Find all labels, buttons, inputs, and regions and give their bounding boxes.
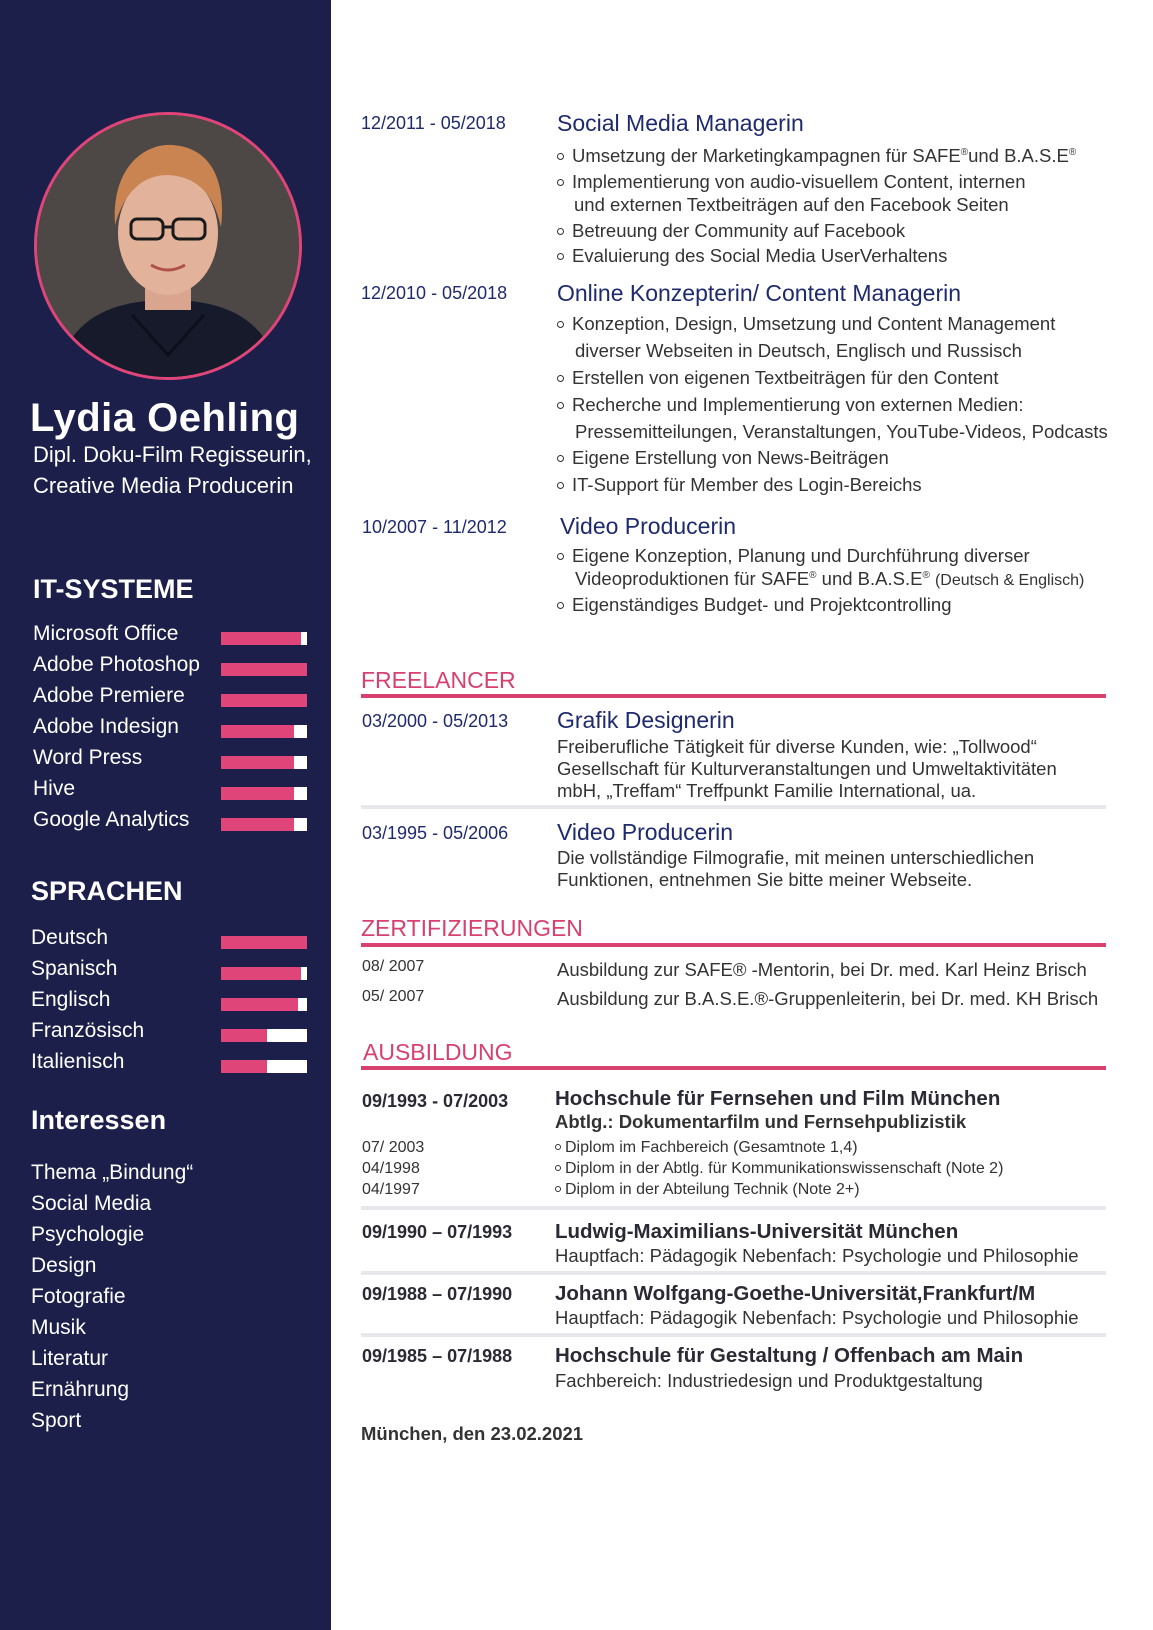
- education-subtitle: Hauptfach: Pädagogik Nebenfach: Psychologie und Philosophie: [555, 1307, 1079, 1328]
- skill-level-bar: [221, 818, 307, 831]
- freelancer-title: Video Producerin: [557, 819, 734, 845]
- list-item: Recherche und Implementierung von externen Medien:: [557, 394, 1023, 416]
- skill-row: [31, 1019, 331, 1050]
- bullet-icon: [557, 602, 564, 609]
- education-date: 09/1993 - 07/2003: [362, 1091, 509, 1111]
- education-title: Hochschule für Fernsehen und Film München: [555, 1087, 1001, 1110]
- skill-row: [31, 957, 331, 988]
- it-systems-heading: IT-SYSTEME: [33, 574, 194, 604]
- certifications-heading: ZERTIFIZIERUNGEN: [361, 915, 583, 941]
- skill-label: Deutsch: [31, 926, 109, 949]
- education-title: Ludwig-Maximilians-Universität München: [555, 1220, 959, 1243]
- interest-item: Fotografie: [31, 1285, 126, 1308]
- skill-label: Französisch: [31, 1019, 145, 1042]
- diploma-item: Diplom im Fachbereich (Gesamtnote 1,4): [555, 1139, 858, 1157]
- interest-item: Psychologie: [31, 1223, 145, 1246]
- list-item: Betreuung der Community auf Facebook: [557, 220, 905, 242]
- bullet-icon: [557, 253, 564, 260]
- skill-label: Adobe Indesign: [33, 715, 179, 738]
- entry-separator: [361, 805, 1106, 809]
- list-item-continuation: Videoproduktionen für SAFE® und B.A.S.E® (Deutsch & Englisch): [575, 568, 1085, 589]
- education-subtitle: Fachbereich: Industriedesign und Produktgestaltung: [555, 1370, 983, 1391]
- skill-row: [33, 653, 333, 684]
- skill-level-bar: [221, 756, 307, 769]
- skill-level-bar: [221, 936, 307, 949]
- skill-row: [33, 715, 333, 746]
- education-subtitle: Hauptfach: Pädagogik Nebenfach: Psychologie und Philosophie: [555, 1245, 1079, 1266]
- skill-label: Englisch: [31, 988, 111, 1011]
- freelancer-date: 03/1995 - 05/2006: [362, 823, 509, 843]
- skill-level-fill: [221, 967, 301, 980]
- freelancer-text: Freiberufliche Tätigkeit für diverse Kunden, wie: „Tollwood“ Gesellschaft für Kulturveranstaltungen und Umweltaktivitäten mbH, „Treffam“ Treffpunkt Familie International, ua.: [557, 736, 1057, 801]
- portrait-image: [37, 115, 299, 377]
- list-item-continuation: Pressemitteilungen, Veranstaltungen, YouTube-Videos, Podcasts: [575, 421, 1108, 442]
- bullet-icon: [555, 1186, 561, 1192]
- bullet-icon: [557, 375, 564, 382]
- certification-text: Ausbildung zur SAFE® -Mentorin, bei Dr. med. Karl Heinz Brisch: [557, 959, 1087, 980]
- education-title: Johann Wolfgang-Goethe-Universität,Frankfurt/M: [555, 1282, 1036, 1305]
- section-divider: [361, 943, 1106, 947]
- skill-label: Spanisch: [31, 957, 118, 980]
- freelancer-date: 03/2000 - 05/2013: [362, 711, 509, 731]
- interest-item: Ernährung: [31, 1378, 130, 1401]
- list-item-continuation: und externen Textbeiträgen auf den Facebook Seiten: [574, 194, 1009, 215]
- interests-heading: Interessen: [31, 1105, 167, 1135]
- job-title: Online Konzepterin/ Content Managerin: [557, 280, 962, 306]
- list-item: Eigenständiges Budget- und Projektcontrolling: [557, 594, 952, 616]
- job-title: Social Media Managerin: [557, 110, 804, 136]
- job-date: 12/2010 - 05/2018: [361, 283, 508, 303]
- skill-row: [33, 808, 333, 839]
- section-divider: [361, 1066, 1106, 1070]
- skill-row: [33, 746, 333, 777]
- job-date: 10/2007 - 11/2012: [362, 517, 507, 537]
- education-title: Hochschule für Gestaltung / Offenbach am Main: [555, 1344, 1024, 1367]
- interest-item: Sport: [31, 1409, 82, 1432]
- bullet-icon: [557, 228, 564, 235]
- skill-level-bar: [221, 967, 307, 980]
- education-heading: AUSBILDUNG: [363, 1039, 513, 1065]
- interest-item: Design: [31, 1254, 97, 1277]
- skill-level-fill: [221, 818, 294, 831]
- education-subtitle: Abtlg.: Dokumentarfilm und Fernsehpublizistik: [555, 1111, 967, 1132]
- education-date: 09/1985 – 07/1988: [362, 1346, 513, 1366]
- diploma-date: 04/1997: [362, 1181, 420, 1198]
- bullet-icon: [557, 553, 564, 560]
- profile-subtitle-line1: Dipl. Doku-Film Regisseurin,: [33, 442, 312, 467]
- main-content: [331, 0, 1153, 1630]
- skill-row: [31, 1050, 331, 1081]
- skill-level-bar: [221, 694, 307, 707]
- education-date: 09/1990 – 07/1993: [362, 1222, 513, 1242]
- place-date: München, den 23.02.2021: [361, 1423, 584, 1444]
- skill-level-bar: [221, 1029, 307, 1042]
- skill-level-bar: [221, 663, 307, 676]
- skill-level-fill: [221, 663, 307, 676]
- freelancer-title: Grafik Designerin: [557, 707, 735, 733]
- certification-date: 08/ 2007: [362, 958, 425, 975]
- skill-level-fill: [221, 936, 307, 949]
- interest-item: Musik: [31, 1316, 86, 1339]
- skill-level-fill: [221, 787, 294, 800]
- skill-label: Microsoft Office: [33, 622, 179, 645]
- diploma-date: 04/1998: [362, 1160, 420, 1177]
- skill-level-fill: [221, 1060, 267, 1073]
- bullet-icon: [555, 1165, 561, 1171]
- skill-level-bar: [221, 632, 307, 645]
- diploma-date: 07/ 2003: [362, 1139, 425, 1156]
- bullet-icon: [557, 153, 564, 160]
- list-item: Evaluierung des Social Media UserVerhaltens: [557, 245, 947, 267]
- list-item: Erstellen von eigenen Textbeiträgen für den Content: [557, 367, 998, 389]
- bullet-icon: [557, 321, 564, 328]
- list-item: Implementierung von audio-visuellem Content, internen: [557, 171, 1026, 193]
- skill-row: [33, 684, 333, 715]
- interest-item: Literatur: [31, 1347, 109, 1370]
- interest-item: Thema „Bindung“: [31, 1161, 194, 1184]
- skill-level-fill: [221, 694, 307, 707]
- list-item: Eigene Konzeption, Planung und Durchführung diverser: [557, 545, 1030, 567]
- skill-level-fill: [221, 998, 298, 1011]
- skill-level-fill: [221, 1029, 267, 1042]
- profile-subtitle-line2: Creative Media Producerin: [33, 473, 294, 498]
- languages-heading: SPRACHEN: [31, 876, 183, 906]
- skill-row: [31, 988, 331, 1019]
- bullet-icon: [557, 402, 564, 409]
- list-item: Konzeption, Design, Umsetzung und Content Management: [557, 313, 1055, 335]
- skill-level-bar: [221, 725, 307, 738]
- bullet-icon: [557, 455, 564, 462]
- bullet-icon: [557, 482, 564, 489]
- bullet-icon: [555, 1144, 561, 1150]
- list-item: Umsetzung der Marketingkampagnen für SAFE®und B.A.S.E®: [557, 145, 1076, 167]
- skill-label: Adobe Photoshop: [33, 653, 200, 676]
- skill-row: [33, 622, 333, 653]
- interest-item: Social Media: [31, 1192, 152, 1215]
- list-item: Eigene Erstellung von News-Beiträgen: [557, 447, 889, 469]
- skill-label: Hive: [33, 777, 76, 800]
- bullet-icon: [557, 179, 564, 186]
- sidebar: [0, 0, 331, 1630]
- skill-label: Italienisch: [31, 1050, 125, 1073]
- skill-level-fill: [221, 725, 294, 738]
- entry-separator: [361, 1271, 1106, 1275]
- entry-separator: [361, 1206, 1106, 1210]
- profile-photo: [34, 112, 302, 380]
- skill-label: Adobe Premiere: [33, 684, 185, 707]
- skill-level-fill: [221, 756, 294, 769]
- education-date: 09/1988 – 07/1990: [362, 1284, 513, 1304]
- list-item-continuation: diverser Webseiten in Deutsch, Englisch und Russisch: [575, 340, 1022, 361]
- skill-row: [31, 926, 331, 957]
- freelancer-heading: FREELANCER: [361, 667, 516, 693]
- section-divider: [361, 694, 1106, 698]
- skill-level-bar: [221, 998, 307, 1011]
- certification-date: 05/ 2007: [362, 988, 425, 1005]
- skill-label: Google Analytics: [33, 808, 190, 831]
- skill-level-fill: [221, 632, 301, 645]
- skill-level-bar: [221, 787, 307, 800]
- job-date: 12/2011 - 05/2018: [361, 113, 506, 133]
- entry-separator: [361, 1333, 1106, 1337]
- diploma-item: Diplom in der Abteilung Technik (Note 2+): [555, 1181, 860, 1199]
- skill-row: [33, 777, 333, 808]
- skill-label: Word Press: [33, 746, 143, 769]
- diploma-item: Diplom in der Abtlg. für Kommunikationswissenschaft (Note 2): [555, 1160, 1003, 1178]
- freelancer-text: Die vollständige Filmografie, mit meinen unterschiedlichen Funktionen, entnehmen Sie bitte meiner Webseite.: [557, 847, 1035, 890]
- skill-level-bar: [221, 1060, 307, 1073]
- job-title: Video Producerin: [560, 513, 737, 539]
- person-name: Lydia Oehling: [30, 396, 300, 440]
- list-item: IT-Support für Member des Login-Bereichs: [557, 474, 922, 496]
- certification-text: Ausbildung zur B.A.S.E.®-Gruppenleiterin, bei Dr. med. KH Brisch: [557, 988, 1099, 1009]
